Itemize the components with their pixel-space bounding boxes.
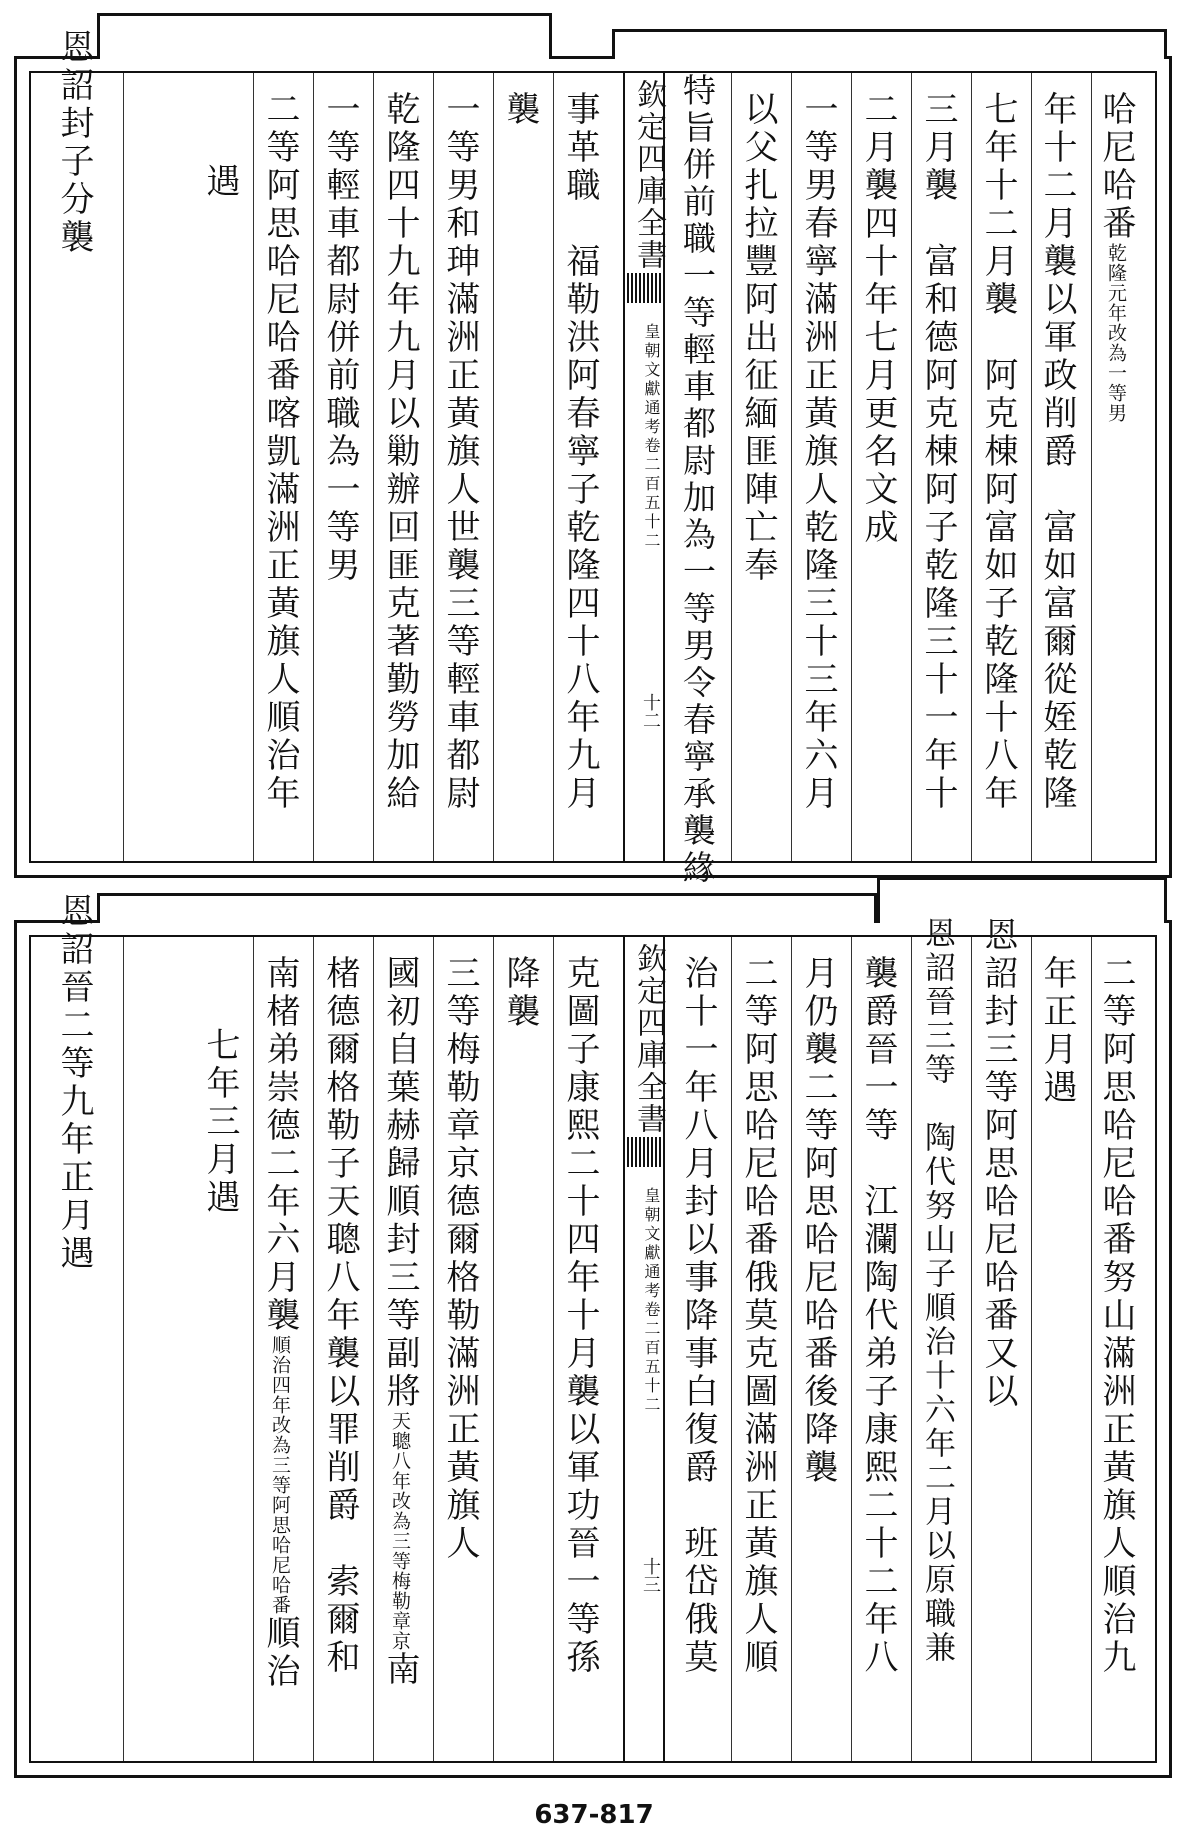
top-col-0: 哈尼哈番乾隆元年改為一等男 [1096,91,1136,423]
bottom-col-2: 恩詔封三等阿思哈尼哈番又以 [978,917,1018,1411]
column-rule [433,73,434,861]
bottom-col-13: 南楮弟崇德二年六月襲順治四年改為三等阿思哈尼哈番順治 [260,955,300,1691]
column-rule [1031,937,1032,1761]
bottom-center-column [623,937,665,1761]
column-rule [373,937,374,1761]
top-center-source: 皇朝文獻通考卷二百五十二 [642,323,661,551]
column-rule [253,73,254,861]
top-center-title: 欽定四庫全書 [631,79,666,271]
top-col-12: 一等輕車都尉併前職為一等男 [320,91,360,585]
page-reference: 637-817 [534,1800,654,1830]
bottom-col-6: 二等阿思哈尼哈番俄莫克圖滿洲正黃旗人順 [738,955,778,1677]
column-rule [253,937,254,1761]
bottom-col-11: 國初自葉赫歸順封三等副將天聰八年改為三等梅勒章京南 [380,955,420,1689]
bottom-frame [29,917,1157,1763]
bottom-col-0: 二等阿思哈尼哈番努山滿洲正黃旗人順治九 [1096,955,1136,1677]
top-col-9: 襲 [500,91,540,129]
column-rule [1091,937,1092,1761]
fish-tail-ornament [627,1137,661,1167]
top-col-7: 特旨併前職一等輕車都尉加為一等男令春寧承襲緣 [678,73,717,887]
bottom-col-1: 年正月遇 [1037,955,1077,1107]
bottom-col-10: 三等梅勒章京德爾格勒滿洲正黃旗人 [440,955,480,1563]
bottom-col-4: 襲爵晉一等 江瀾陶代弟子康熙二十二年八 [858,955,898,1677]
fish-tail-ornament [627,273,661,303]
top-col-5: 一等男春寧滿洲正黃旗人乾隆三十三年六月 [798,91,838,813]
bottom-col-5: 月仍襲二等阿思哈尼哈番後降襲 [798,955,838,1487]
column-rule [851,937,852,1761]
top-col-13: 二等阿思哈尼哈番喀凱滿洲正黃旗人順治年 [260,91,300,813]
column-rule [553,937,554,1761]
bottom-col-9: 降襲 [500,955,540,1031]
top-center-page-number: 十二 [640,693,661,729]
bottom-tab-left [97,893,877,923]
column-rule [123,73,124,861]
column-rule [971,73,972,861]
top-col-10: 一等男和珅滿洲正黃旗人世襲三等輕車都尉 [440,91,480,813]
top-col-2: 七年十二月襲 阿克棟阿富如子乾隆十八年 [978,91,1018,813]
column-rule [313,73,314,861]
column-rule [1091,73,1092,861]
top-col-4: 二月襲四十年七月更名文成 [858,91,898,547]
bottom-center-title: 欽定四庫全書 [631,943,666,1135]
column-rule [731,73,732,861]
bottom-col-7: 治十一年八月封以事降事白復爵 班岱俄莫 [678,955,718,1677]
bottom-center-source: 皇朝文獻通考卷二百五十二 [642,1187,661,1415]
column-rule [433,937,434,1761]
column-rule [911,937,912,1761]
column-rule [313,937,314,1761]
column-rule [851,73,852,861]
top-col-1: 年十二月襲以軍政削爵 富如富爾從姪乾隆 [1037,91,1077,813]
bottom-col-3: 恩詔晉三等 陶代努山子順治十六年二月以原職兼 [919,917,955,1665]
top-col-14: 遇 [200,163,240,201]
top-col-8: 事革職 福勒洪阿春寧子乾隆四十八年九月 [560,91,600,813]
top-tab-left [97,13,552,59]
column-rule [1031,73,1032,861]
top-col-15: 恩詔封子分襲 [54,29,94,257]
column-rule [791,73,792,861]
column-rule [971,937,972,1761]
column-rule [553,73,554,861]
top-col-3: 三月襲 富和德阿克棟阿子乾隆三十一年十 [918,91,958,813]
column-rule [493,73,494,861]
bottom-col-12: 楮德爾格勒子天聰八年襲以罪削爵 索爾和 [320,955,360,1677]
column-rule [493,937,494,1761]
top-page [14,29,1172,887]
bottom-page [14,893,1172,1778]
bottom-col-8: 克圖子康熙二十四年十月襲以軍功晉一等孫 [560,955,600,1677]
column-rule [791,937,792,1761]
top-center-column [623,73,665,861]
bottom-col-15: 恩詔晉二等九年正月遇 [54,893,94,1273]
top-frame [29,71,1157,887]
top-col-6: 以父扎拉豐阿出征緬匪陣亡奉 [738,91,778,585]
column-rule [373,73,374,861]
top-tab-right [612,29,1167,59]
column-rule [911,73,912,861]
top-col-11: 乾隆四十九年九月以勦辦回匪克著勤勞加給 [380,91,420,813]
column-rule [731,937,732,1761]
bottom-col-14: 七年三月遇 [200,1027,240,1217]
column-rule [123,937,124,1761]
bottom-center-page-number: 十三 [640,1557,661,1593]
